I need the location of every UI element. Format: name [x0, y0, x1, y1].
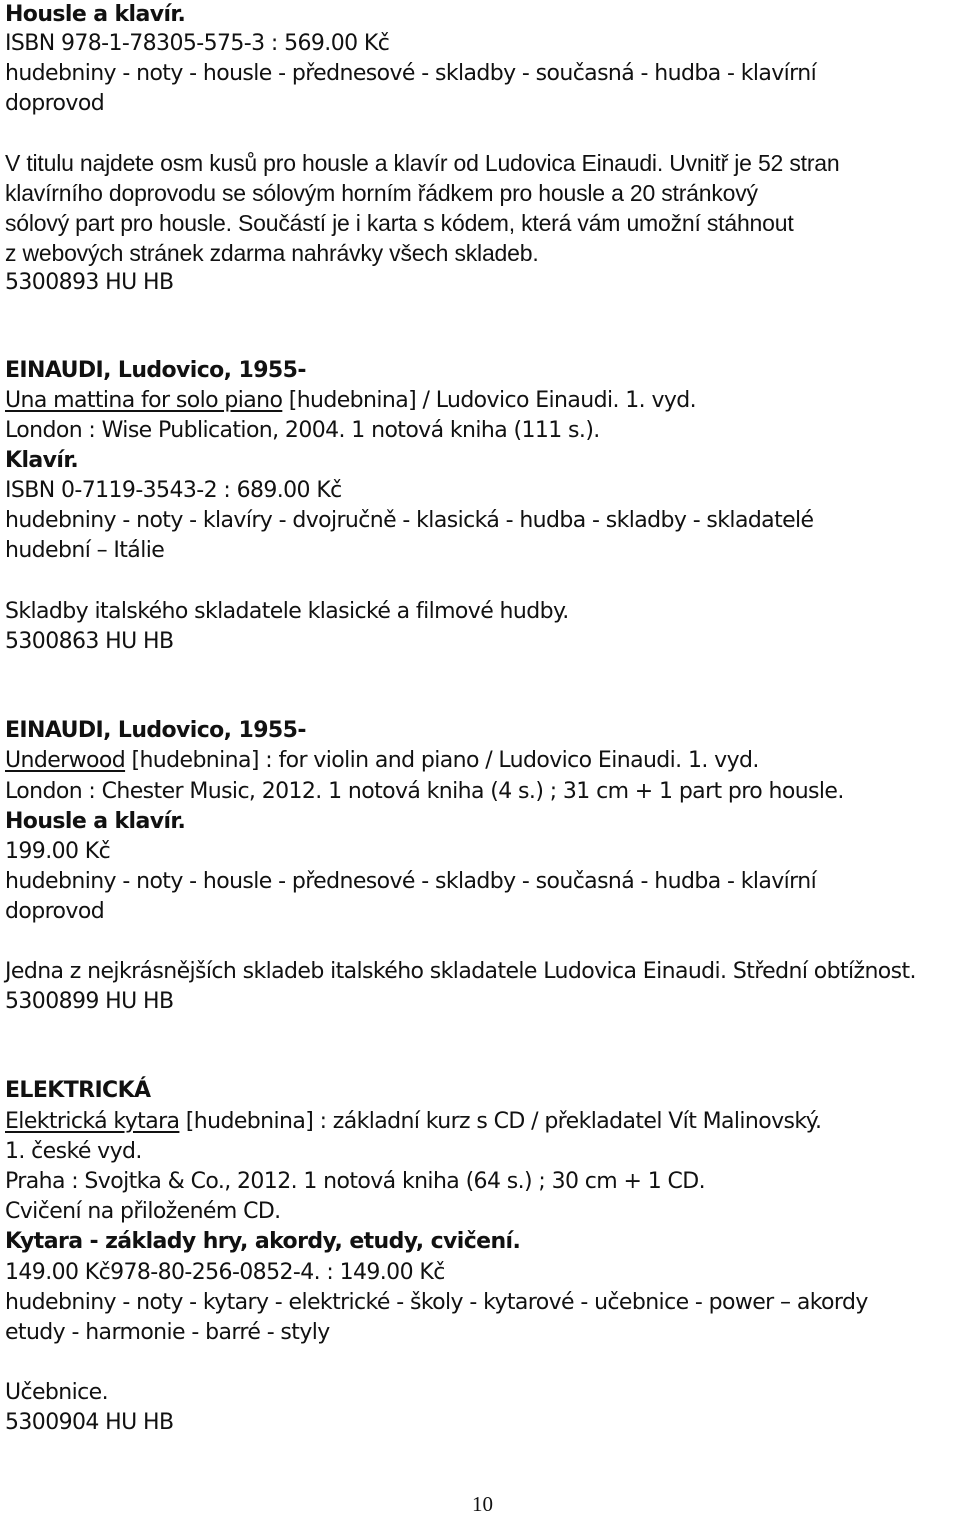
entry-3-code: 5300899 HU HB: [5, 989, 174, 1014]
entry-2-title-line: [5, 386, 696, 416]
entry-2-title-rest: [hudebnina] / Ludovico Einaudi. 1. vyd.: [282, 388, 697, 413]
entry-1-annotation-line-1: V titulu najdete osm kusů pro housle a klavír od Ludovica Einaudi. Uvnitř je 52 stran: [5, 150, 840, 176]
entry-3-imprint: London : Chester Music, 2012. 1 notová kniha (4 s.) ; 31 cm + 1 part pro housle.: [5, 779, 844, 804]
entry-2-imprint: London : Wise Publication, 2004. 1 notová kniha (111 s.).: [5, 418, 600, 443]
entry-4-subject: Kytara - základy hry, akordy, etudy, cvičení.: [5, 1229, 521, 1254]
entry-3-title: Underwood: [5, 748, 126, 773]
entry-2-keywords-line-2: hudební – Itálie: [5, 538, 165, 563]
entry-4-title-rest: [hudebnina] : základní kurz s CD / překladatel Vít Malinovský.: [179, 1109, 822, 1134]
entry-2-subject: Klavír.: [5, 448, 79, 473]
entry-1-keywords-line-2: doprovod: [5, 91, 105, 116]
entry-3-subject: Housle a klavír.: [5, 809, 186, 834]
entry-1-annotation-line-3: sólový part pro housle. Součástí je i karta s kódem, která vám umožní stáhnout: [5, 210, 794, 236]
entry-4-keywords-line-2: etudy - harmonie - barré - styly: [5, 1320, 330, 1345]
entry-3-price: 199.00 Kč: [5, 839, 111, 864]
entry-3-title-rest: [hudebnina] : for violin and piano / Ludovico Einaudi. 1. vyd.: [125, 748, 759, 773]
entry-3-annotation: Jedna z nejkrásnějších skladeb italského skladatele Ludovica Einaudi. Střední obtížnost.: [5, 959, 916, 984]
entry-1-keywords-line-1: hudebniny - noty - housle - přednesové - skladby - současná - hudba - klavírní: [5, 61, 817, 86]
entry-2-code: 5300863 HU HB: [5, 629, 174, 654]
page-number: 10: [472, 1492, 493, 1516]
entry-3-title-line: [5, 746, 759, 776]
entry-1-isbn-price: ISBN 978-1-78305-575-3 : 569.00 Kč: [5, 31, 390, 56]
entry-4-keywords-line-1: hudebniny - noty - kytary - elektrické - školy - kytarové - učebnice - power – akordy: [5, 1290, 868, 1315]
entry-4-title-line: [5, 1107, 821, 1137]
entry-4-imprint: Praha : Svojtka & Co., 2012. 1 notová kniha (64 s.) ; 30 cm + 1 CD.: [5, 1169, 705, 1194]
document-page: [5, 0, 960, 1518]
entry-3-keywords-line-1: hudebniny - noty - housle - přednesové - skladby - současná - hudba - klavírní: [5, 869, 817, 894]
entry-4-heading: ELEKTRICKÁ: [5, 1078, 151, 1103]
entry-3-heading: EINAUDI, Ludovico, 1955-: [5, 718, 306, 743]
entry-3-keywords-line-2: doprovod: [5, 899, 105, 924]
entry-2-heading: EINAUDI, Ludovico, 1955-: [5, 358, 306, 383]
entry-4-annotation: Učebnice.: [5, 1380, 108, 1405]
entry-1-code: 5300893 HU HB: [5, 270, 174, 295]
entry-2-isbn-price: ISBN 0-7119-3543-2 : 689.00 Kč: [5, 478, 342, 503]
entry-4-isbn-price: 149.00 Kč978-80-256-0852-4. : 149.00 Kč: [5, 1260, 445, 1285]
entry-2-keywords-line-1: hudebniny - noty - klavíry - dvojručně - klasická - hudba - skladby - skladatelé: [5, 508, 814, 533]
entry-1-annotation-line-4: z webových stránek zdarma nahrávky všech skladeb.: [5, 240, 539, 266]
entry-2-title: Una mattina for solo piano: [5, 388, 283, 413]
entry-4-title: Elektrická kytara: [5, 1109, 180, 1134]
entry-1-annotation-line-2: klavírního doprovodu se sólovým horním řádkem pro housle a 20 stránkový: [5, 180, 758, 206]
entry-4-code: 5300904 HU HB: [5, 1410, 174, 1435]
entry-2-annotation: Skladby italského skladatele klasické a filmové hudby.: [5, 599, 569, 624]
entry-1-subject: Housle a klavír.: [5, 2, 186, 27]
entry-4-edition: 1. české vyd.: [5, 1139, 142, 1164]
entry-4-note: Cvičení na přiloženém CD.: [5, 1199, 281, 1224]
